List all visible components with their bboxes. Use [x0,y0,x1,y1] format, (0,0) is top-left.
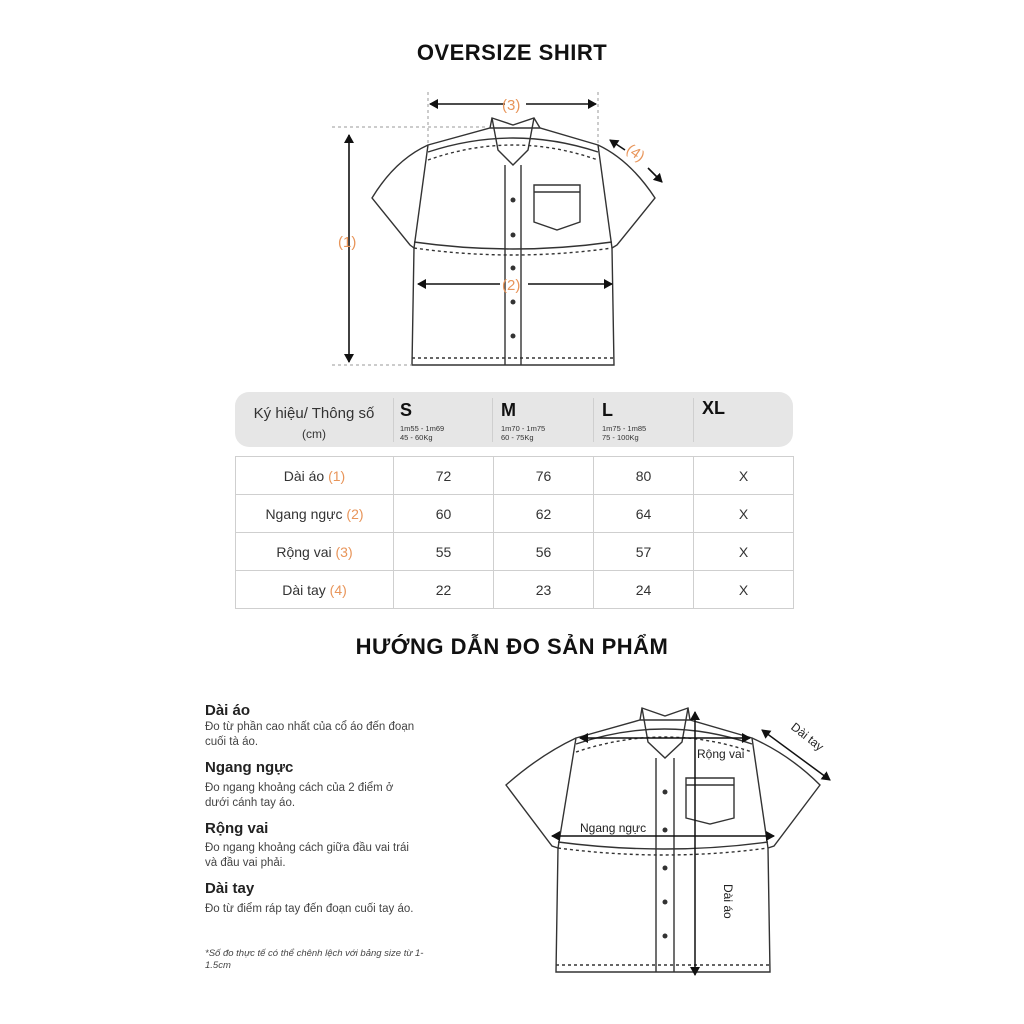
table-row [236,495,794,533]
guide-label-shoulder: Rộng vai [697,747,745,761]
guide-head-sleeve: Dài tay [205,880,255,897]
guide-body-chest: Đo ngang khoảng cách của 2 điểm ở dưới cánh tay áo. [205,782,394,809]
guide-body-length: Đo từ phần cao nhất của cổ áo đến đoạn cuối tà áo. [205,721,415,748]
guide-title: HƯỚNG DẪN ĐO SẢN PHẨM [355,634,669,659]
table-cell: 76 [494,457,594,495]
row-label: Rộng vai (3) [236,533,394,571]
row-label: Dài tay (4) [236,571,394,609]
guide-label-sleeve: Dài tay [788,719,827,754]
label-m4: (4) [623,140,648,166]
table-row [236,571,794,609]
guide-body-shoulder: Đo ngang khoảng cách giữa đầu vai trái và đầu vai phải. [205,842,409,869]
label-m3: (3) [502,97,521,114]
table-cell: 72 [394,457,494,495]
size-l-letter: L [602,400,613,420]
table-cell: 55 [394,533,494,571]
size-s-letter: S [400,400,413,420]
row-label: Dài áo (1) [236,457,394,495]
table-cell: 64 [594,495,694,533]
table-cell: X [694,457,794,495]
size-s-detail: 1m55 - 1m69 45 - 60Kg [400,424,445,442]
table-cell: 80 [594,457,694,495]
page-title: OVERSIZE SHIRT [416,40,608,65]
table-cell: 60 [394,495,494,533]
size-m-detail: 1m70 - 1m75 60 - 75Kg [501,424,546,442]
shirt-diagram-top [0,0,1024,380]
table-cell: X [694,533,794,571]
row-label: Ngang ngực (2) [236,495,394,533]
table-cell: 22 [394,571,494,609]
table-cell: 23 [494,571,594,609]
guide-body-sleeve: Đo từ điểm ráp tay đến đoạn cuối tay áo. [205,903,414,915]
size-table [235,456,794,609]
shirt-diagram-guide [0,690,1024,1020]
table-cell: 57 [594,533,694,571]
header-label: Ký hiệu/ Thông số (cm) [253,405,375,441]
table-cell: X [694,495,794,533]
size-note: *Số đo thực tế có thể chênh lệch với bảng size từ 1-1.5cm [205,948,424,971]
table-cell: 56 [494,533,594,571]
size-xl-letter: XL [702,398,726,418]
table-cell: 62 [494,495,594,533]
guide-head-shoulder: Rộng vai [205,820,269,837]
guide-label-length: Dài áo [721,884,735,919]
guide-label-chest: Ngang ngực [580,821,647,835]
table-cell: 24 [594,571,694,609]
size-m-letter: M [501,400,516,420]
guide-head-length: Dài áo [205,702,251,719]
label-m2: (2) [502,277,521,294]
table-row [236,457,794,495]
table-cell: X [694,571,794,609]
label-m1: (1) [338,234,357,251]
size-l-detail: 1m75 - 1m85 75 - 100Kg [602,424,647,442]
guide-head-chest: Ngang ngực [205,759,294,776]
table-row [236,533,794,571]
